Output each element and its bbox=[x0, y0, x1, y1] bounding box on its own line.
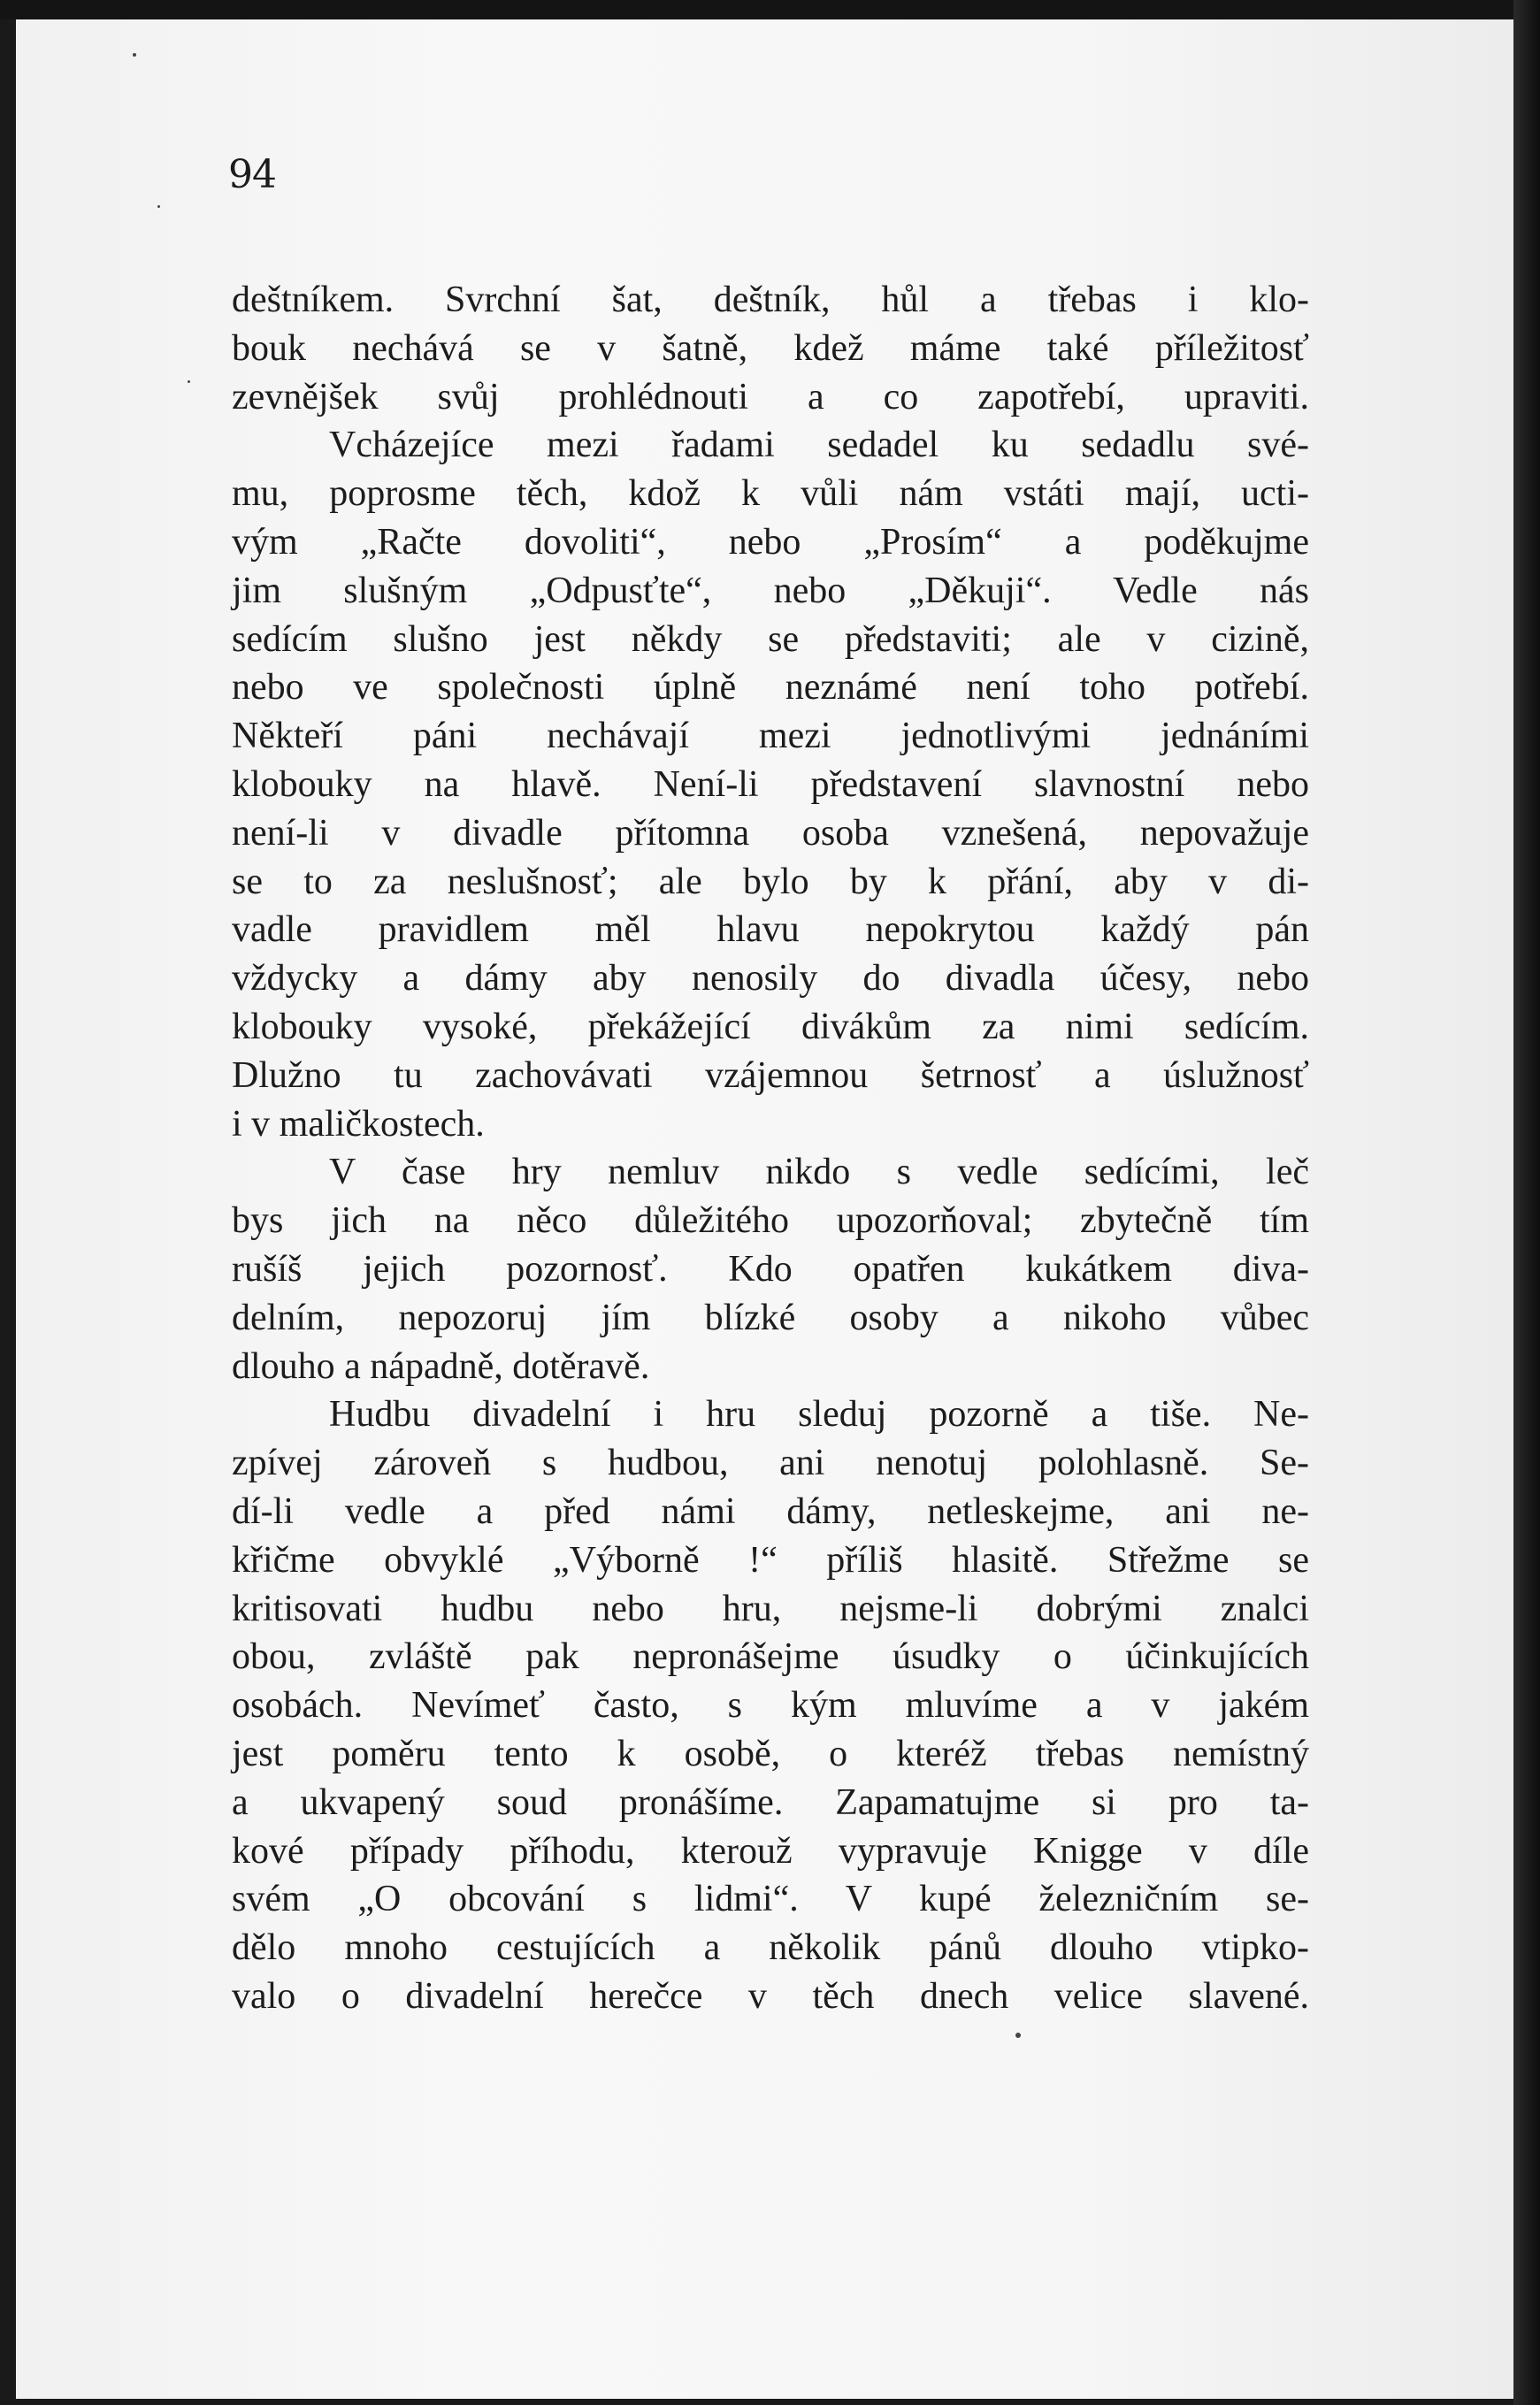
text-line: V čase hry nemluv nikdo s vedle sedícími, leč bbox=[329, 1152, 1309, 1193]
scan-top-border bbox=[0, 0, 1540, 19]
text-line: jest poměru tento k osobě, o kteréž třebas nemístný bbox=[232, 1733, 1309, 1774]
page-number: 94 bbox=[228, 152, 276, 197]
text-line: klobouky na hlavě. Není-li představení slavnostní nebo bbox=[232, 763, 1309, 805]
scan-right-border bbox=[1513, 0, 1540, 2405]
text-line: křičme obvyklé „Výborně !“ příliš hlasitě. Střežme se bbox=[232, 1539, 1309, 1581]
text-line: osobách. Nevímeť často, s kým mluvíme a v jakém bbox=[232, 1685, 1309, 1727]
body-text bbox=[232, 276, 1309, 2021]
text-line: valo o divadelní herečce v těch dnech velice slavené. bbox=[232, 1975, 1309, 2017]
text-line: i v maličkostech. bbox=[232, 1103, 485, 1145]
text-line: kové případy příhodu, kterouž vypravuje Knigge v díle bbox=[232, 1830, 1309, 1872]
text-line: vým „Račte dovoliti“, nebo „Prosím“ a poděkujme bbox=[232, 521, 1309, 563]
text-line: dí-li vedle a před námi dámy, netleskejme, ani ne- bbox=[232, 1490, 1309, 1532]
dust-speck bbox=[157, 205, 160, 208]
text-line: klobouky vysoké, překážející divákům za nimi sedícím. bbox=[232, 1006, 1309, 1047]
dust-speck bbox=[1015, 2033, 1021, 2038]
text-line: zpívej zároveň s hudbou, ani nenotuj polohlasně. Se- bbox=[232, 1443, 1309, 1484]
text-line: rušíš jejich pozornosť. Kdo opatřen kukátkem diva- bbox=[232, 1248, 1309, 1290]
dust-speck bbox=[188, 380, 190, 383]
text-line: delním, nepozoruj jím blízké osoby a nikoho vůbec bbox=[232, 1297, 1309, 1338]
text-line: obou, zvláště pak nepronášejme úsudky o účinkujících bbox=[232, 1636, 1309, 1678]
text-line: a ukvapený soud pronášíme. Zapamatujme si pro ta- bbox=[232, 1781, 1309, 1823]
text-line: Někteří páni nechávají mezi jednotlivými jednáními bbox=[232, 716, 1309, 757]
text-line: sedícím slušno jest někdy se představiti; ale v cizině, bbox=[232, 618, 1309, 660]
text-line: jim slušným „Odpusťte“, nebo „Děkuji“. Vedle nás bbox=[232, 570, 1309, 611]
text-line: dělo mnoho cestujících a několik pánů dlouho vtipko- bbox=[232, 1927, 1309, 1969]
text-line: vadle pravidlem měl hlavu nepokrytou každý pán bbox=[232, 909, 1309, 951]
text-line: Dlužno tu zachovávati vzájemnou šetrnosť a úslužnosť bbox=[232, 1054, 1309, 1096]
text-line: není-li v divadle přítomna osoba vznešená, nepovažuje bbox=[232, 812, 1309, 854]
text-line: se to za neslušnosť; ale bylo by k přání, aby v di- bbox=[232, 861, 1309, 902]
text-line: bouk nechává se v šatně, kdež máme také příležitosť bbox=[232, 327, 1309, 369]
text-line: Hudbu divadelní i hru sleduj pozorně a tiše. Ne- bbox=[329, 1394, 1309, 1436]
text-line: zevnějšek svůj prohlédnouti a co zapotřebí, upraviti. bbox=[232, 376, 1309, 417]
text-line: kritisovati hudbu nebo hru, nejsme-li dobrými znalci bbox=[232, 1588, 1309, 1629]
text-line: nebo ve společnosti úplně neznámé není toho potřebí. bbox=[232, 667, 1309, 708]
text-line: Vcházejíce mezi řadami sedadel ku sedadlu své- bbox=[329, 425, 1309, 466]
text-line: dlouho a nápadně, dotěravě. bbox=[232, 1345, 650, 1387]
text-line: deštníkem. Svrchní šat, deštník, hůl a třebas i klo- bbox=[232, 280, 1309, 320]
dust-speck bbox=[133, 53, 136, 57]
text-line: bys jich na něco důležitého upozorňoval; zbytečně tím bbox=[232, 1200, 1309, 1242]
text-line: mu, poprosme těch, kdož k vůli nám vstáti mají, ucti- bbox=[232, 473, 1309, 515]
text-line: svém „O obcování s lidmi“. V kupé železničním se- bbox=[232, 1879, 1309, 1920]
text-line: vždycky a dámy aby nenosily do divadla účesy, nebo bbox=[232, 958, 1309, 1000]
